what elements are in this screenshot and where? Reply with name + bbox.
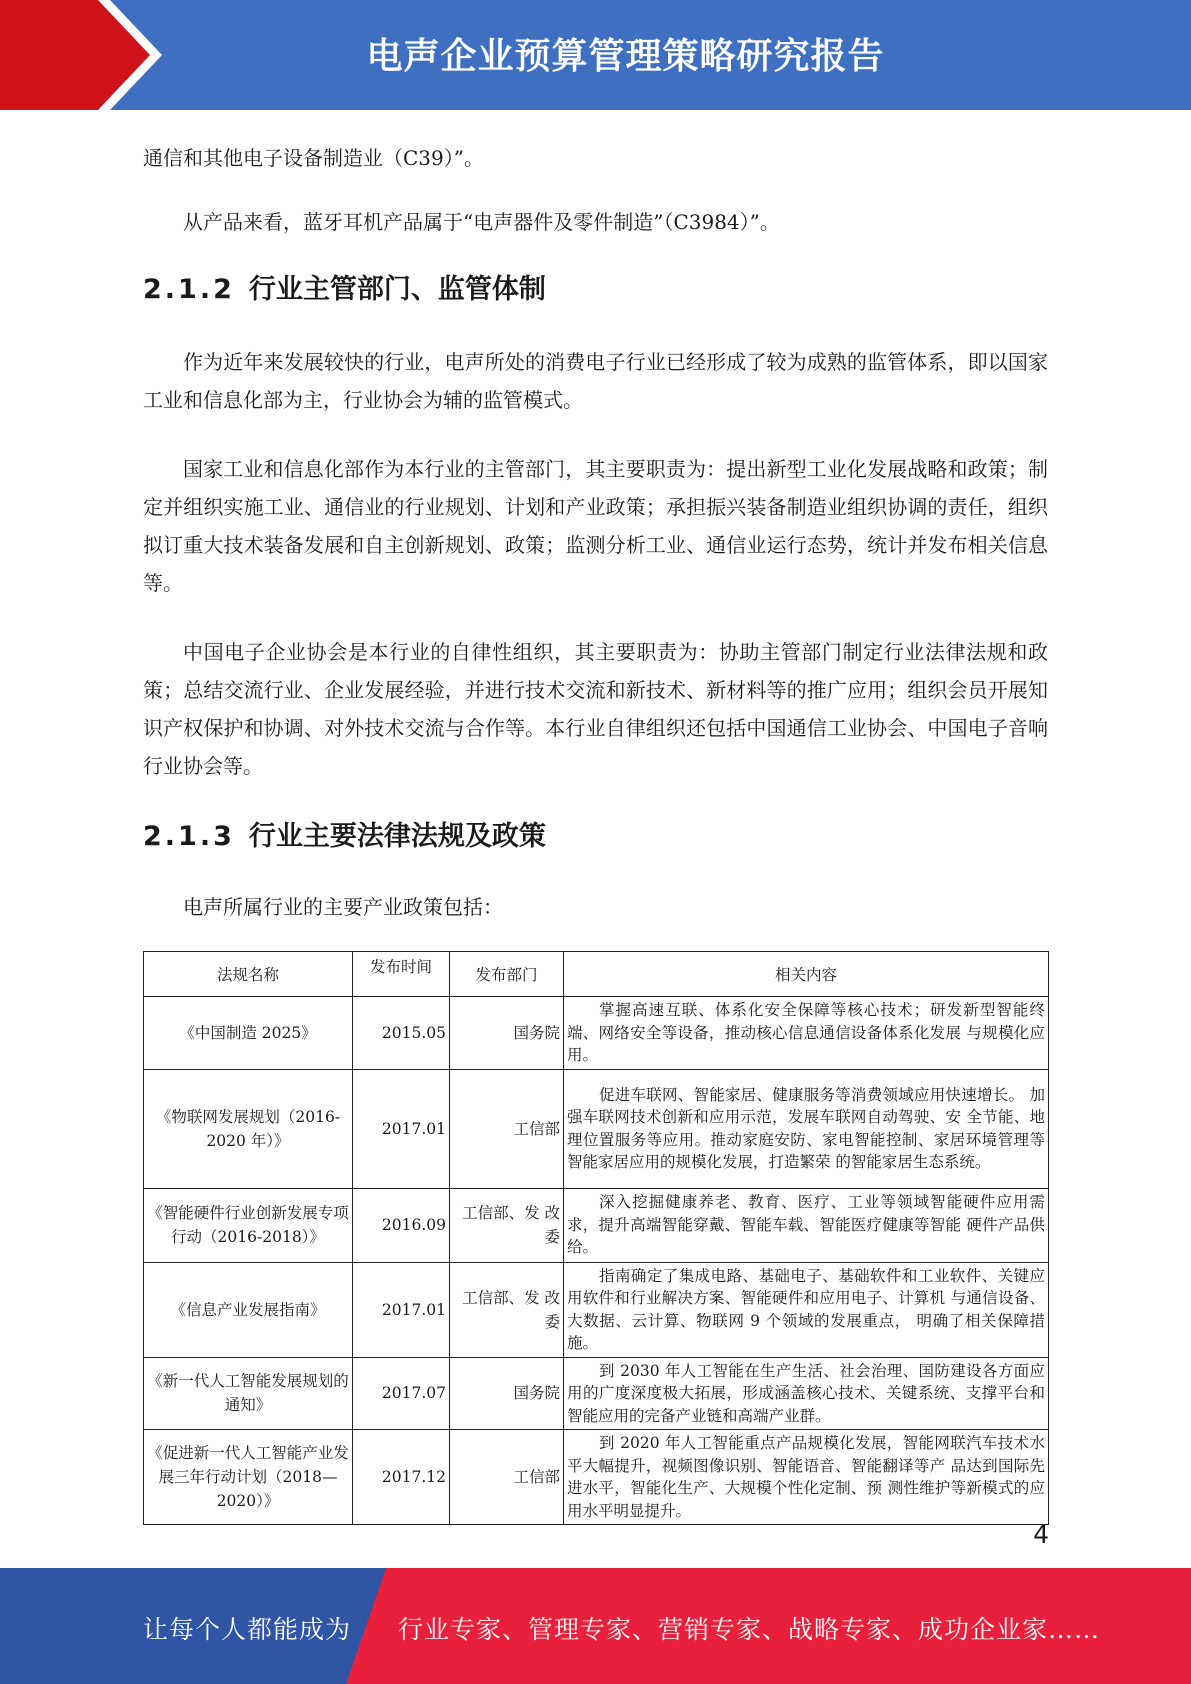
policy-content: 深入挖掘健康养老、教育、医疗、工业等领域智能硬件应用需求，提升高端智能穿戴、智能车载、智能医疗健康等智能 硬件产品供给。 [564, 1188, 1049, 1262]
policy-name: 《新一代人工智能发展规划的通知》 [144, 1357, 353, 1430]
policy-content: 掌握高速互联、体系化安全保障等核心技术；研发新型智能终端、网络安全等设备，推动核心信息通信设备体系化发展 与规模化应用。 [564, 997, 1049, 1070]
section-number: 2.1.3 [143, 821, 235, 852]
table-row [144, 997, 1049, 1070]
policy-dept: 工信部、发 改委 [450, 1262, 564, 1357]
policy-name: 《促进新一代人工智能产业发展三年行动计划（2018—2020）》 [144, 1430, 353, 1525]
policy-date: 2016.09 [353, 1188, 450, 1262]
policy-dept: 工信部、发 改委 [450, 1188, 564, 1262]
report-title: 电声企业预算管理策略研究报告 [366, 36, 885, 77]
table-row [144, 1262, 1049, 1357]
table-row [144, 1188, 1049, 1262]
section-title: 行业主要法律法规及政策 [248, 821, 546, 852]
paragraph-association: 中国电子企业协会是本行业的自律性组织，其主要职责为：协助主管部门制定行业法律法规和政策；总结交流行业、企业发展经验，并进行技术交流和新技术、新材料等的推广应用；组织会员开展知识产权保护和协调、对外技术交流与合作等。本行业自律组织还包括中国通信工业协会、中国电子音响行业协会等。 [143, 640, 1048, 778]
header-name: 法规名称 [144, 952, 353, 997]
policy-content: 到 2020 年人工智能重点产品规模化发展，智能网联汽车技术水平大幅提升，视频图像识别、智能语音、智能翻译等产 品达到国际先进水平，智能化生产、大规模个性化定制、预 测性维护等新模式的应用水平明显提升。 [564, 1430, 1049, 1525]
header-date [353, 952, 450, 997]
header-content: 相关内容 [564, 952, 1049, 997]
policy-name: 《物联网发展规划（2016-2020 年）》 [144, 1069, 353, 1188]
paragraph-policy-intro: 电声所属行业的主要产业政策包括： [183, 895, 503, 919]
paragraph-miit-duties: 国家工业和信息化部作为本行业的主管部门，其主要职责为：提出新型工业化发展战略和政策；制定并组织实施工业、通信业的行业规划、计划和产业政策；承担振兴装备制造业组织协调的责任，组织拟订重大技术装备发展和自主创新规划、政策；监测分析工业、通信业运行态势，统计并发布相关信息等。 [143, 457, 1048, 595]
policy-table [143, 951, 1049, 1525]
policy-dept: 国务院 [450, 997, 564, 1070]
header-dept: 发布部门 [450, 952, 564, 997]
paragraph-regulation-system: 作为近年来发展较快的行业，电声所处的消费电子行业已经形成了较为成熟的监管体系，即以国家工业和信息化部为主，行业协会为辅的监管模式。 [143, 350, 1048, 412]
section-heading-2-1-2 [143, 267, 546, 306]
paragraph-c39: 通信和其他电子设备制造业（C39）”。 [143, 146, 484, 170]
table-row [144, 1430, 1049, 1525]
page-footer [0, 1568, 1191, 1684]
policy-date: 2015.05 [353, 997, 450, 1070]
footer-slogan-right: 行业专家、管理专家、营销专家、战略专家、成功企业家…… [398, 1615, 1101, 1644]
policy-dept: 工信部 [450, 1069, 564, 1188]
paragraph-product: 从产品来看，蓝牙耳机产品属于“电声器件及零件制造”（C3984）”。 [183, 210, 780, 234]
policy-content: 促进车联网、智能家居、健康服务等消费领域应用快速增长。 加强车联网技术创新和应用示范，发展车联网自动驾驶、安 全节能、地理位置服务等应用。推动家庭安防、家电智能控制、家居环境管理等智能家居应用的规模化发展，打造繁荣 的智能家居生态系统。 [564, 1069, 1049, 1188]
section-number: 2.1.2 [143, 274, 235, 305]
policy-content: 指南确定了集成电路、基础电子、基础软件和工业软件、关键应用软件和行业解决方案、智能硬件和应用电子、计算机 与通信设备、大数据、云计算、物联网 9 个领域的发展重点， 明确了相关保障措施。 [564, 1262, 1049, 1357]
section-heading-2-1-3 [143, 814, 546, 853]
section-title: 行业主管部门、监管体制 [248, 274, 546, 305]
footer-slogan-left: 让每个人都能成为 [143, 1615, 352, 1644]
header-date-text: 发布时间 [369, 958, 432, 976]
policy-dept: 国务院 [450, 1357, 564, 1430]
policy-date: 2017.01 [353, 1262, 450, 1357]
page-number: 4 [1033, 1520, 1049, 1549]
table-row [144, 1069, 1049, 1188]
policy-date: 2017.07 [353, 1357, 450, 1430]
table-row [144, 1357, 1049, 1430]
policy-content: 到 2030 年人工智能在生产生活、社会治理、国防建设各方面应用的广度深度极大拓展，形成涵盖核心技术、关键系统、支撑平台和智能应用的完备产业链和高端产业群。 [564, 1357, 1049, 1430]
policy-name: 《中国制造 2025》 [144, 997, 353, 1070]
page-header [0, 0, 1191, 110]
policy-date: 2017.01 [353, 1069, 450, 1188]
policy-date: 2017.12 [353, 1430, 450, 1525]
table-header-row [144, 952, 1049, 997]
policy-name: 《智能硬件行业创新发展专项行动（2016-2018）》 [144, 1188, 353, 1262]
policy-dept: 工信部 [450, 1430, 564, 1525]
policy-name: 《信息产业发展指南》 [144, 1262, 353, 1357]
